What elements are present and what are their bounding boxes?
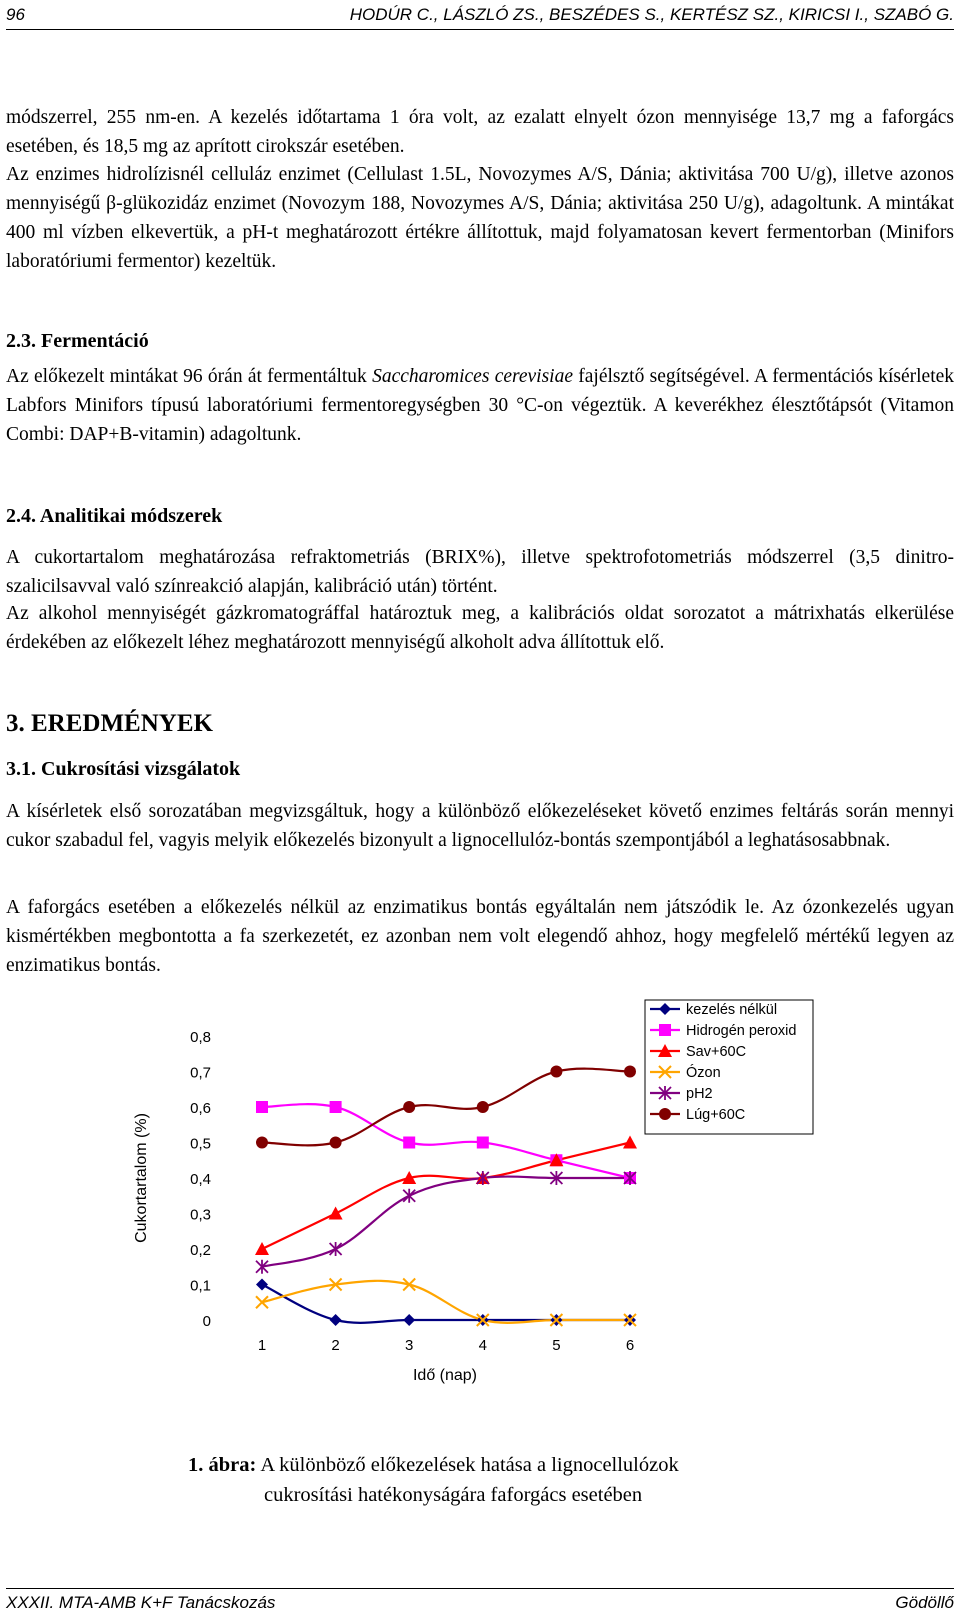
legend-label: Ózon xyxy=(686,1065,721,1081)
page-footer xyxy=(6,1588,954,1617)
data-point-series-6 xyxy=(624,1066,636,1078)
section-3-heading: 3. EREDMÉNYEK xyxy=(6,710,213,737)
chart-series-lines xyxy=(262,1069,630,1323)
y-tick-label: 0,3 xyxy=(190,1206,211,1224)
paragraph-fermentation: Az előkezelt mintákat 96 órán át fermentáltuk Saccharomices cerevisiae fajélsztő segítségével. A fermentációs kísérletek Labfors Minifors típusú laboratóriumi fermentoregységben 30 °C-on végeztük. A keverékhez élesztőtápsót (Vitamon Combi: DAP+B-vitamin) adagoltunk. xyxy=(6,366,955,445)
y-axis-title: Cukortartalom (%) xyxy=(133,1113,150,1243)
data-point-series-2 xyxy=(477,1137,489,1149)
running-head-authors: HODÚR C., LÁSZLÓ ZS., BESZÉDES S., KERTÉSZ SZ., KIRICSI I., SZABÓ G. xyxy=(349,5,954,24)
section-2-4-heading: 2.4. Analitikai módszerek xyxy=(6,505,223,527)
footer-conference: XXXII. MTA-AMB K+F Tanácskozás xyxy=(6,1593,276,1612)
x-tick-label: 3 xyxy=(405,1337,414,1354)
figure-caption-line-1: A különböző előkezelések hatása a lignocellulózok xyxy=(260,1454,679,1476)
data-point-series-1 xyxy=(256,1279,268,1291)
data-point-series-2 xyxy=(403,1137,415,1149)
data-point-series-6 xyxy=(256,1137,268,1149)
paragraph-saccharification-intro: A kísérletek első sorozatában megvizsgáltuk, hogy a különböző előkezeléseket követő enzimes feltárás során mennyi cukor szabadul fel, vagyis melyik előkezelés bizonyult a lignocellulóz-bontás szempontjából a leghatásosabbnak. xyxy=(6,801,954,851)
x-axis-title: Idő (nap) xyxy=(412,1367,478,1384)
data-point-series-2 xyxy=(256,1101,268,1113)
paragraph-enzymatic-hydrolysis: Az enzimes hidrolízisnél celluláz enzimet (Cellulast 1.5L, Novozymes A/S, Dánia; aktivitása 700 U/g), illetve azonos mennyiségű β-glükozidáz enzimet (Novozym 188, Novozymes A/S, Dánia; aktivitása 250 U/g), adagoltunk. A mintákat 400 ml vízben elkevertük, a pH-t meghatározott értékre állítottuk, majd folyamatosan kevert fermentorban (Minifors laboratóriumi fermentor) kezeltük. xyxy=(6,164,954,272)
data-point-series-1 xyxy=(403,1314,415,1326)
section-2-3-heading: 2.3. Fermentáció xyxy=(6,330,149,352)
data-point-series-6 xyxy=(403,1101,415,1113)
chart-legend xyxy=(645,1000,813,1134)
x-tick-label: 5 xyxy=(552,1337,561,1354)
series-line-4 xyxy=(262,1281,630,1323)
paragraph-alcohol-analysis: Az alkohol mennyiségét gázkromatográffal határoztuk meg, a kalibrációs oldat sorozatot a mátrixhatás elkerülése érdekében az előkezelt léhez meghatározott mennyiségű alkoholt adva állítottuk elő. xyxy=(6,603,954,653)
y-tick-label: 0,8 xyxy=(190,1029,211,1046)
chart-axes xyxy=(133,1029,634,1384)
y-tick-label: 0,5 xyxy=(190,1135,211,1153)
y-tick-label: 0,2 xyxy=(190,1242,211,1259)
paragraph-ozone-treatment: módszerrel, 255 nm-en. A kezelés időtartama 1 óra volt, az ezalatt elnyelt ózon mennyisége 13,7 mg a faforgács esetében, és 18,5 mg az aprított cirokszár esetében. xyxy=(6,107,954,157)
data-point-series-6 xyxy=(477,1101,489,1113)
series-line-2 xyxy=(262,1104,630,1178)
y-tick-label: 0,7 xyxy=(190,1064,211,1082)
figure-label: ábra: xyxy=(208,1454,257,1476)
x-tick-label: 1 xyxy=(257,1337,267,1354)
data-point-series-1 xyxy=(330,1314,342,1326)
figure-number: 1. xyxy=(188,1454,204,1476)
legend-marker xyxy=(659,1108,671,1120)
x-tick-label: 2 xyxy=(331,1337,340,1354)
legend-label: pH2 xyxy=(686,1086,713,1102)
series-line-6 xyxy=(262,1069,630,1146)
organism-name: Saccharomices cerevisiae xyxy=(372,366,574,387)
sugar-content-chart xyxy=(0,1002,960,1440)
data-point-series-6 xyxy=(330,1137,342,1149)
y-tick-label: 0,4 xyxy=(190,1171,211,1188)
series-line-3 xyxy=(262,1143,630,1250)
x-tick-label: 4 xyxy=(478,1337,487,1354)
figure-caption xyxy=(188,1450,888,1510)
data-point-series-5 xyxy=(330,1242,342,1256)
data-point-series-5 xyxy=(403,1189,415,1203)
paragraph-sugar-analysis: A cukortartalom meghatározása refraktometriás (BRIX%), illetve spektrofotometriás módszerrel (3,5 dinitro-szalicilsavval való színreakció alapján, kalibráció után) történt. xyxy=(6,547,954,597)
series-line-1 xyxy=(262,1285,630,1323)
paragraph-wood-chips-result: A faforgács esetében a előkezelés nélkül az enzimatikus bontás egyáltalán nem játszódik le. Az ózonkezelés ugyan kismértékben megbontotta a fa szerkezetét, ez azonban nem volt elegendő ahhoz, hogy megfelelő mértékű legyen az enzimatikus bontás. xyxy=(6,897,954,976)
data-point-series-2 xyxy=(330,1101,342,1113)
page-number: 96 xyxy=(6,5,25,24)
data-point-series-3 xyxy=(623,1136,637,1149)
y-tick-label: 0,6 xyxy=(190,1100,211,1117)
figure-caption-line-2: cukrosítási hatékonyságára faforgács esetében xyxy=(264,1484,643,1506)
y-tick-label: 0,1 xyxy=(190,1277,211,1295)
y-tick-label: 0 xyxy=(202,1313,211,1330)
footer-location: Gödöllő xyxy=(895,1593,954,1612)
page-header xyxy=(6,5,954,30)
legend-label: Sav+60C xyxy=(686,1044,747,1060)
legend-marker xyxy=(659,1024,671,1036)
data-point-series-6 xyxy=(550,1066,562,1078)
legend-label: Hidrogén peroxid xyxy=(686,1023,797,1039)
legend-label: Lúg+60C xyxy=(686,1107,746,1123)
section-3-1-heading: 3.1. Cukrosítási vizsgálatok xyxy=(6,758,241,780)
data-point-series-3 xyxy=(329,1207,343,1220)
data-point-series-3 xyxy=(255,1242,269,1255)
legend-label: kezelés nélkül xyxy=(686,1002,778,1018)
x-tick-label: 6 xyxy=(625,1337,635,1354)
